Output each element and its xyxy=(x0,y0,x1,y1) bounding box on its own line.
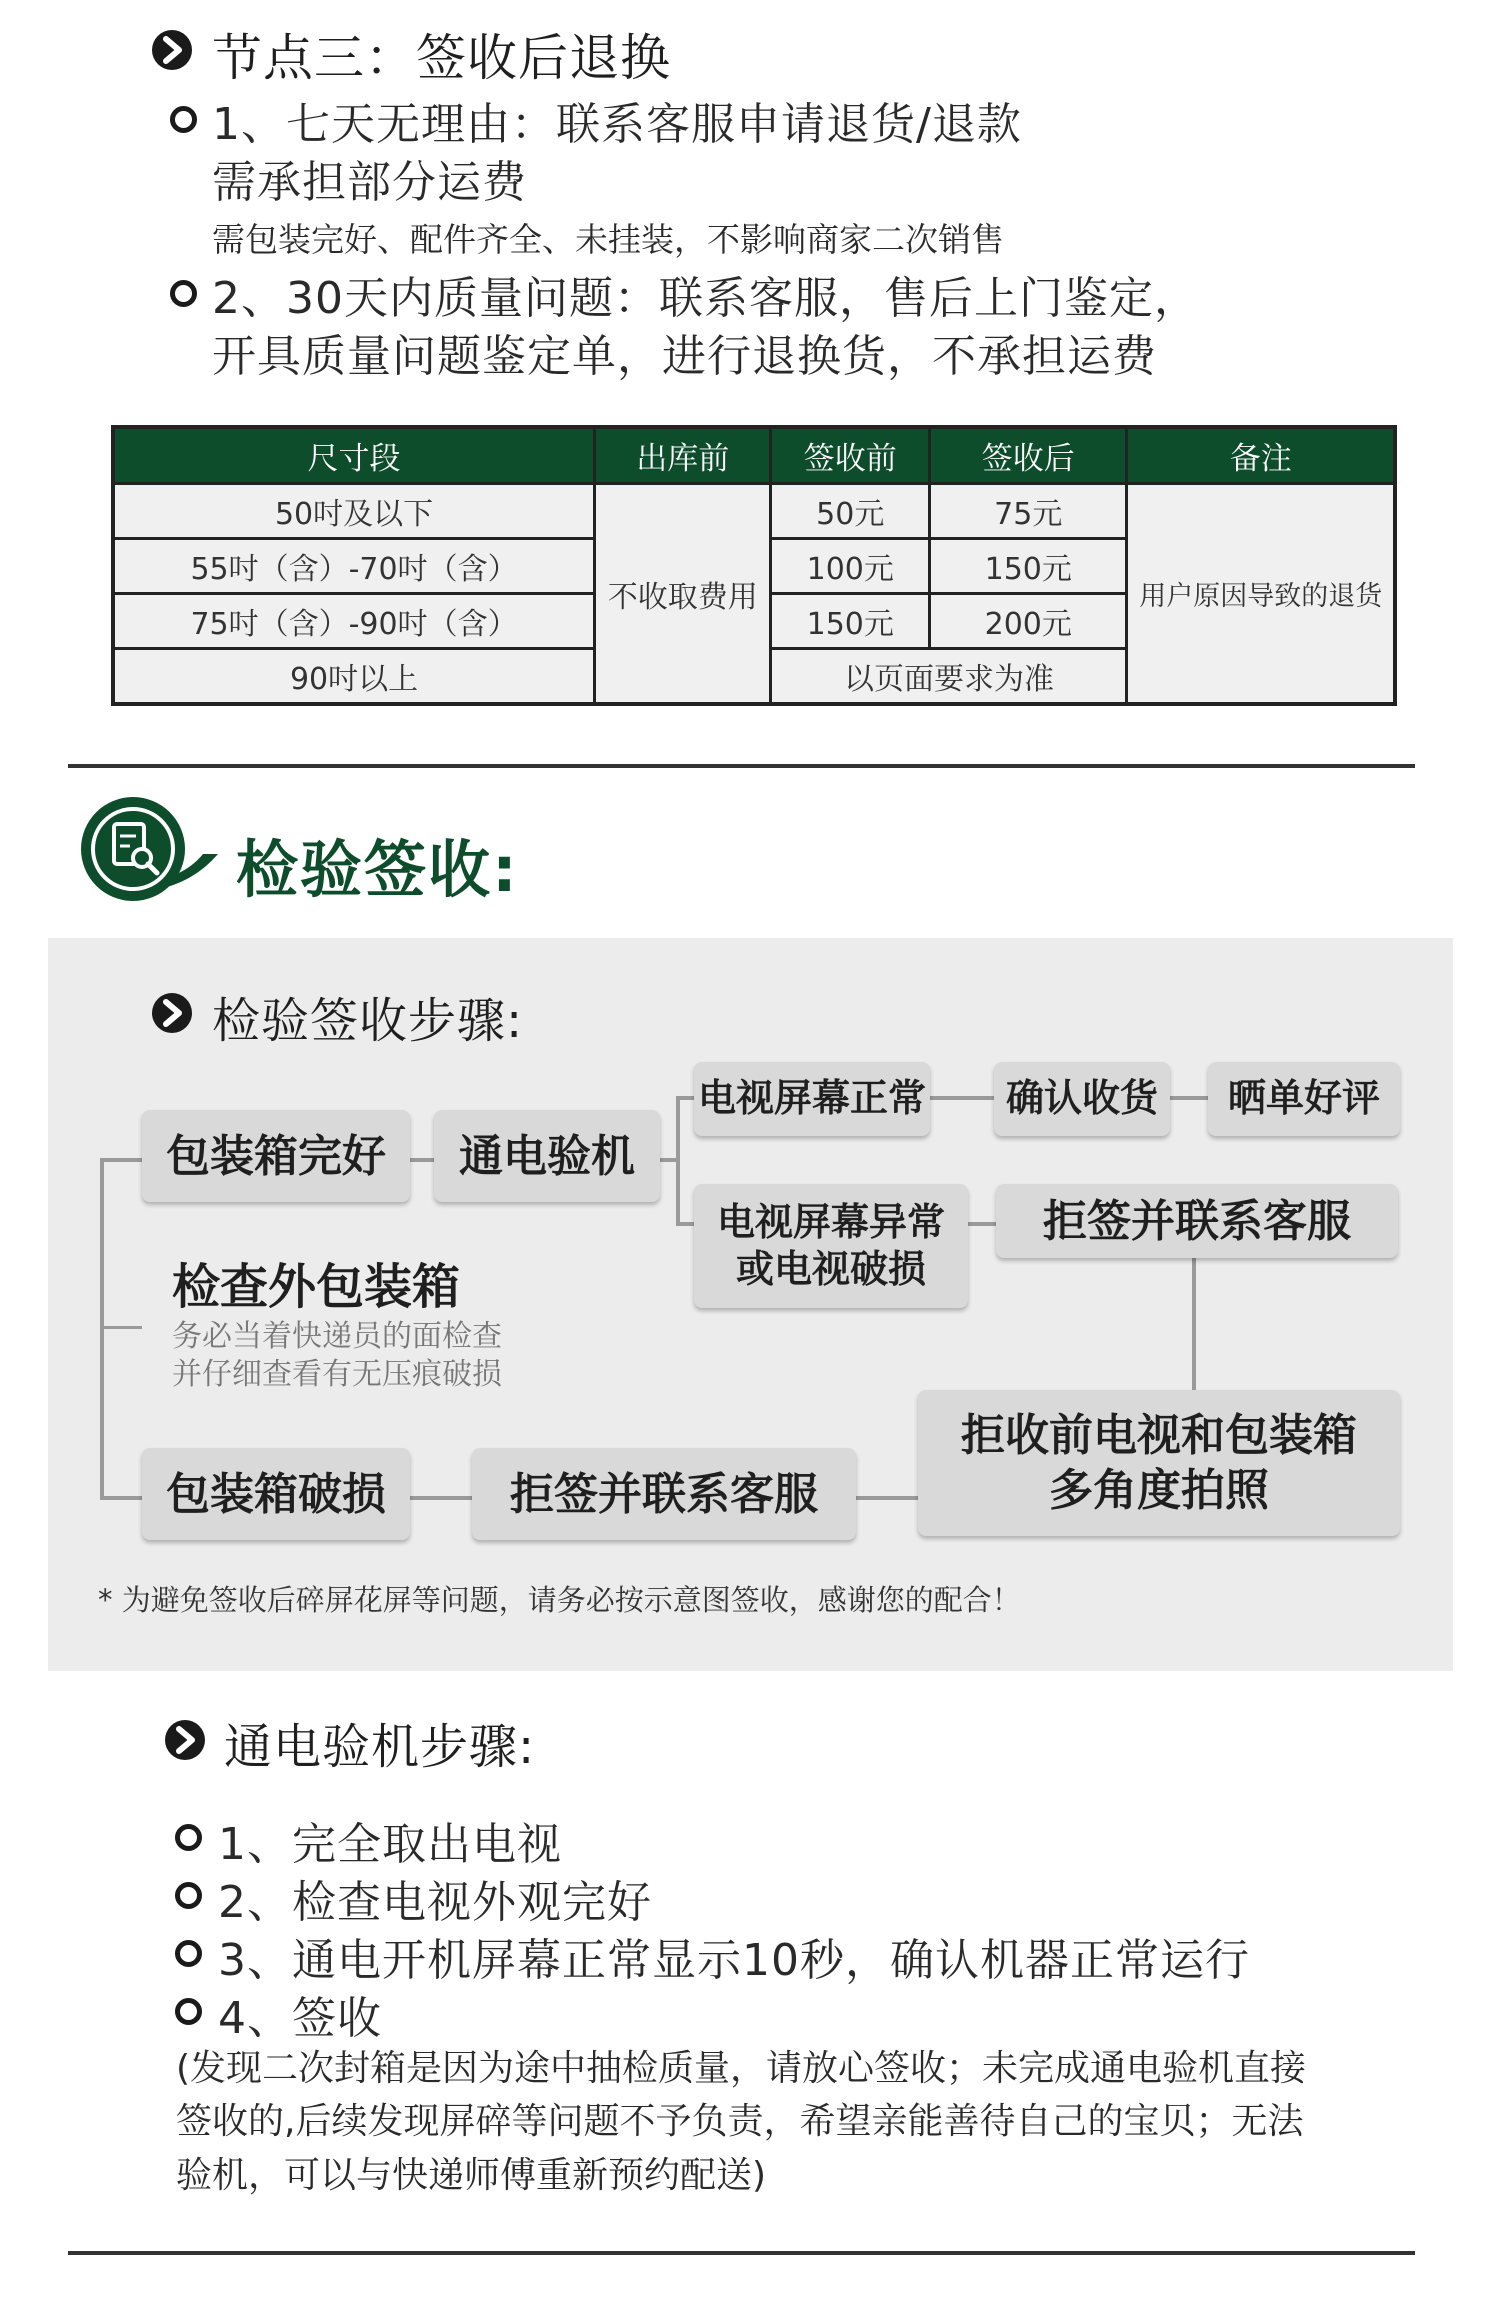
ring-bullet-icon xyxy=(170,280,197,307)
header-after-sign: 签收后 xyxy=(930,427,1127,484)
step-confirm-receipt: 确认收货 xyxy=(994,1062,1170,1136)
connector xyxy=(676,1096,680,1226)
connector xyxy=(676,1096,694,1100)
size-cell: 75吋（含）-90吋（含） xyxy=(113,594,595,649)
connector xyxy=(100,1326,142,1329)
pre-outbound-cell: 不收取费用 xyxy=(595,484,771,705)
inspect-steps-title: 检验签收步骤: xyxy=(212,993,524,1049)
connector xyxy=(100,1496,142,1500)
header-remark: 备注 xyxy=(1127,427,1395,484)
policy-item-2-cont: 开具质量问题鉴定单，进行退换货，不承担运费 xyxy=(212,331,1157,382)
merged-cell: 以页面要求为准 xyxy=(771,649,1127,705)
header-size: 尺寸段 xyxy=(113,427,595,484)
policy-item-1-note: 需包装完好、配件齐全、未挂装，不影响商家二次销售 xyxy=(212,220,1004,259)
after-sign-cell: 200元 xyxy=(930,594,1127,649)
arrow-right-icon xyxy=(165,1720,205,1760)
remark-cell: 用户原因导致的退货 xyxy=(1127,484,1395,705)
step-reject-contact-cs: 拒签并联系客服 xyxy=(996,1184,1398,1258)
ring-bullet-icon xyxy=(175,1998,202,2025)
step-screen-abnormal-line2: 或电视破损 xyxy=(735,1247,926,1291)
check-outer-box-note xyxy=(172,1318,502,1393)
step-take-photos-line2: 多角度拍照 xyxy=(1049,1465,1269,1516)
check-note-line2: 并仔细查看有无压痕破损 xyxy=(172,1356,502,1392)
power-note-line3: 验机，可以与快递师傅重新预约配送) xyxy=(176,2154,767,2196)
table-row xyxy=(113,484,1395,539)
step-screen-abnormal xyxy=(694,1184,968,1308)
step-package-damaged: 包装箱破损 xyxy=(142,1448,410,1540)
fee-table xyxy=(111,425,1397,706)
power-step-4: 4、签收 xyxy=(218,1993,382,2044)
step-package-ok: 包装箱完好 xyxy=(142,1110,410,1202)
power-step-2: 2、检查电视外观完好 xyxy=(218,1877,652,1928)
policy-item-1-cont: 需承担部分运费 xyxy=(212,157,527,208)
step-review: 晒单好评 xyxy=(1208,1062,1400,1136)
size-cell: 55吋（含）-70吋（含） xyxy=(113,539,595,594)
ring-bullet-icon xyxy=(170,106,197,133)
step-take-photos-line1: 拒收前电视和包装箱 xyxy=(961,1410,1357,1461)
power-steps-title: 通电验机步骤: xyxy=(224,1719,536,1775)
power-note xyxy=(176,2042,1306,2202)
table-header-row xyxy=(113,427,1395,484)
connector xyxy=(930,1096,994,1100)
arrow-right-icon xyxy=(152,993,192,1033)
check-outer-box-title: 检查外包装箱 xyxy=(172,1259,461,1315)
after-sign-cell: 75元 xyxy=(930,484,1127,539)
ring-bullet-icon xyxy=(175,1824,202,1851)
connector xyxy=(410,1496,472,1500)
size-cell: 50吋及以下 xyxy=(113,484,595,539)
ring-bullet-icon xyxy=(175,1882,202,1909)
step-power-test: 通电验机 xyxy=(434,1110,660,1202)
before-sign-cell: 100元 xyxy=(771,539,930,594)
inspect-icon xyxy=(78,794,226,908)
connector xyxy=(1192,1258,1196,1390)
step-screen-ok: 电视屏幕正常 xyxy=(694,1062,930,1136)
policy-item-1: 1、七天无理由：联系客服申请退货/退款 xyxy=(212,99,1022,150)
connector xyxy=(968,1222,998,1226)
power-step-3: 3、通电开机屏幕正常显示10秒，确认机器正常运行 xyxy=(218,1935,1250,1986)
after-sign-cell: 150元 xyxy=(930,539,1127,594)
power-note-line1: (发现二次封箱是因为途中抽检质量，请放心签收；未完成通电验机直接 xyxy=(176,2048,1307,2089)
power-note-line2: 签收的,后续发现屏碎等问题不予负责，希望亲能善待自己的宝贝；无法 xyxy=(176,2101,1304,2143)
ring-bullet-icon xyxy=(175,1940,202,1967)
before-sign-cell: 150元 xyxy=(771,594,930,649)
arrow-right-icon xyxy=(152,30,192,70)
before-sign-cell: 50元 xyxy=(771,484,930,539)
inspect-title: 检验签收: xyxy=(236,833,519,906)
size-cell: 90吋以上 xyxy=(113,649,595,705)
connector xyxy=(410,1158,434,1162)
section-title-after-sign: 节点三：签收后退换 xyxy=(212,29,671,87)
step-take-photos xyxy=(918,1390,1400,1536)
header-before-sign: 签收前 xyxy=(771,427,930,484)
step-reject-contact-cs-2: 拒签并联系客服 xyxy=(472,1448,856,1540)
divider xyxy=(68,764,1415,768)
step-screen-abnormal-line1: 电视屏幕异常 xyxy=(716,1199,945,1244)
policy-item-2: 2、30天内质量问题：联系客服，售后上门鉴定， xyxy=(212,273,1199,324)
power-step-1: 1、完全取出电视 xyxy=(218,1819,562,1870)
connector xyxy=(1170,1096,1208,1100)
check-note-line1: 务必当着快递员的面检查 xyxy=(172,1319,502,1354)
connector xyxy=(676,1222,694,1226)
connector xyxy=(100,1158,142,1162)
connector xyxy=(856,1496,918,1500)
header-pre-outbound: 出库前 xyxy=(595,427,771,484)
divider xyxy=(68,2251,1415,2255)
inspect-footnote: * 为避免签收后碎屏花屏等问题，请务必按示意图签收，感谢您的配合！ xyxy=(98,1583,1021,1617)
